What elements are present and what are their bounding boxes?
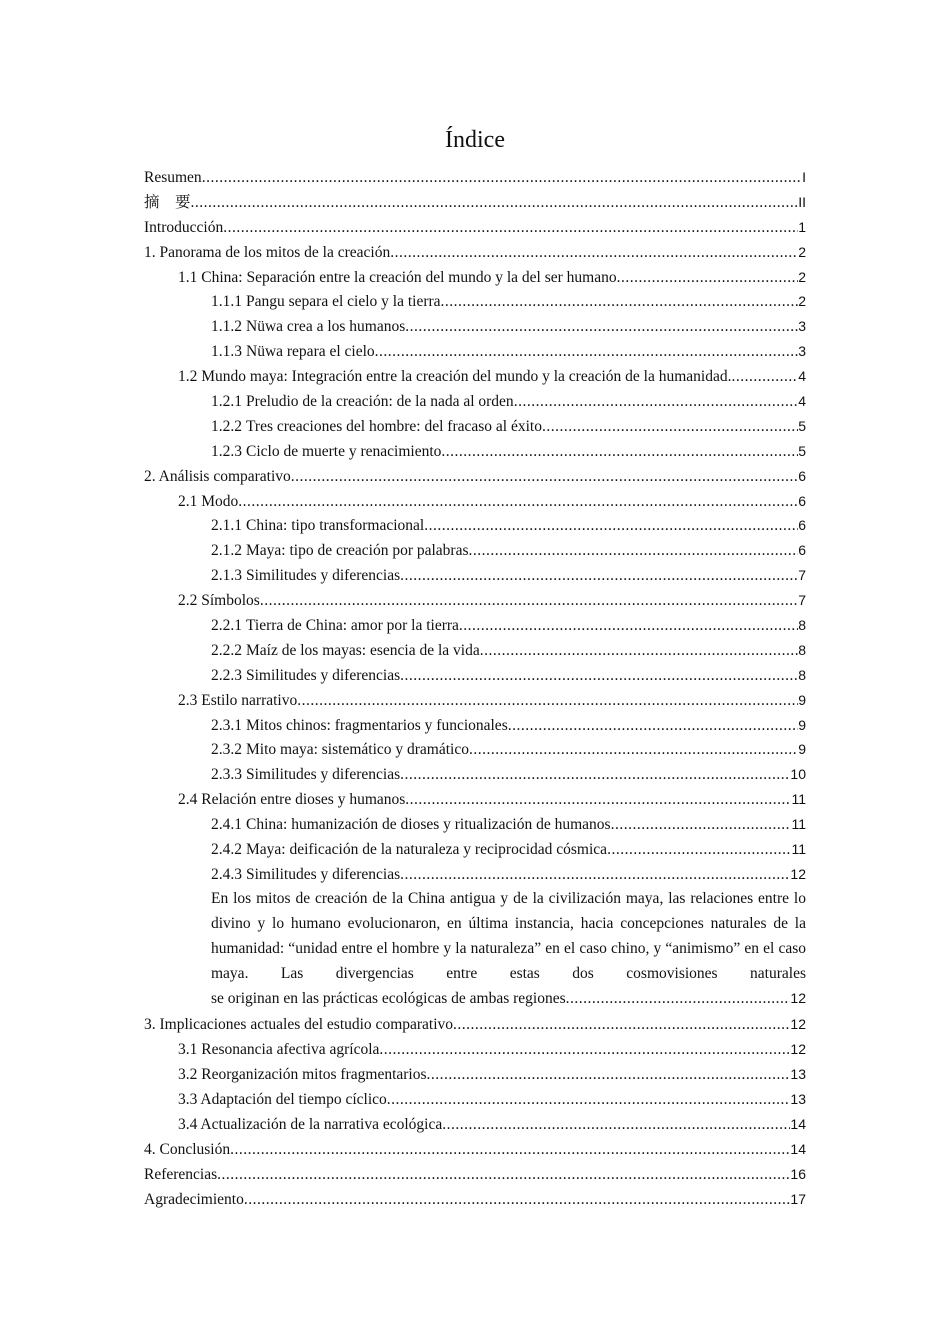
toc-paragraph-entry[interactable] [144, 887, 806, 1013]
toc-entry[interactable] [144, 1162, 806, 1187]
toc-entry-number: 1.1.3 [211, 343, 242, 361]
toc-entry[interactable] [144, 762, 806, 787]
toc-entry-number: 2.2.2 [211, 641, 242, 659]
toc-page-number: 13 [790, 1091, 806, 1108]
toc-page-number: 7 [798, 567, 806, 584]
dot-leader [469, 738, 798, 763]
toc-entry[interactable] [144, 364, 806, 389]
toc-entry[interactable] [144, 1112, 806, 1137]
dot-leader [731, 365, 798, 390]
toc-entry[interactable] [144, 638, 806, 663]
toc-entry-text: 2.1 Modo [178, 492, 239, 510]
toc-entry[interactable] [144, 613, 806, 638]
toc-entry[interactable] [144, 1012, 806, 1037]
toc-page-number: 8 [798, 641, 806, 658]
toc-entry[interactable] [144, 314, 806, 339]
dot-leader [217, 1163, 790, 1188]
toc-entry-text: 摘 要 [144, 193, 191, 211]
toc-entry-text: Nüwa repara el cielo [246, 343, 375, 361]
toc-entry-number: 2.3.2 [211, 741, 242, 759]
toc-page-number: 12 [790, 1016, 806, 1033]
table-of-contents [144, 165, 806, 1211]
toc-page-number: I [802, 169, 806, 185]
toc-entry-label [211, 714, 508, 739]
toc-page-number: 9 [798, 716, 806, 733]
toc-entry-label [178, 490, 238, 515]
toc-entry-label [178, 1088, 387, 1113]
dot-leader [453, 1013, 790, 1038]
toc-entry-number: 2.3.3 [211, 766, 242, 784]
dot-leader [191, 191, 799, 216]
toc-entry-text: 2.2 Símbolos [178, 592, 260, 610]
toc-entry-text: Similitudes y diferencias [246, 865, 401, 883]
toc-entry[interactable] [144, 439, 806, 464]
toc-entry-text: 3.4 Actualización de la narrativa ecológica [178, 1115, 443, 1133]
dot-leader [400, 763, 790, 788]
toc-entry-label [211, 838, 607, 863]
toc-entry-label [211, 763, 400, 788]
toc-page-number: 5 [798, 442, 806, 459]
toc-entry[interactable] [144, 265, 806, 290]
toc-entry-text: 1.2 Mundo maya: Integración entre la creación del mundo y la creación de la humanidad. [178, 368, 732, 386]
toc-entry-label [211, 564, 400, 589]
toc-entry-label [211, 415, 542, 440]
toc-entry-number: 2.4.1 [211, 816, 242, 834]
dot-leader [441, 290, 799, 315]
dot-leader [238, 490, 798, 515]
toc-page-number: 2 [798, 293, 806, 310]
toc-page-number: 5 [798, 417, 806, 434]
toc-entry[interactable] [144, 837, 806, 862]
toc-entry-label [144, 191, 191, 216]
toc-entry[interactable] [144, 713, 806, 738]
dot-leader [617, 266, 799, 291]
dot-leader [260, 589, 798, 614]
toc-entry-label [144, 465, 291, 490]
toc-entry-label [211, 813, 611, 838]
dot-leader [424, 514, 798, 539]
toc-entry-text: Referencias [144, 1165, 218, 1183]
toc-entry-number: 1.1.2 [211, 318, 242, 336]
toc-entry-label [144, 1163, 217, 1188]
toc-page-number: 3 [798, 318, 806, 335]
toc-page-number: 12 [790, 865, 806, 882]
toc-entry-label [144, 1188, 244, 1213]
dot-leader [508, 714, 798, 739]
toc-entry-label [211, 440, 441, 465]
toc-entry[interactable] [144, 190, 806, 215]
toc-entry-label [144, 241, 390, 266]
toc-entry-number: 1.2.3 [211, 442, 242, 460]
toc-page-number: 9 [798, 741, 806, 758]
toc-entry[interactable] [144, 513, 806, 538]
toc-page-number: 12 [790, 1041, 806, 1058]
toc-entry-text: Similitudes y diferencias [246, 766, 401, 784]
toc-page-number: 4 [798, 393, 806, 410]
toc-page-number: 14 [790, 1115, 806, 1132]
dot-leader [230, 1138, 790, 1163]
toc-entry-label [178, 1063, 427, 1088]
toc-entry-text: 4. Conclusión [144, 1140, 231, 1158]
toc-entry-number: 2.4.3 [211, 865, 242, 883]
toc-entry[interactable] [144, 389, 806, 414]
toc-entry[interactable] [144, 414, 806, 439]
toc-entry-text: Resumen [144, 169, 202, 186]
toc-page-number: 6 [798, 492, 806, 509]
toc-entry[interactable] [144, 1087, 806, 1112]
toc-page-number: 13 [790, 1066, 806, 1083]
dot-leader [611, 813, 792, 838]
toc-page-number: 1 [798, 218, 806, 235]
toc-entry[interactable] [144, 862, 806, 887]
toc-entry-label [211, 664, 400, 689]
toc-entry-label [144, 216, 223, 241]
toc-entry-text: Ciclo de muerte y renacimiento [246, 442, 442, 460]
toc-page-number: 11 [791, 791, 806, 808]
toc-page-number: 6 [798, 542, 806, 559]
toc-entry[interactable] [144, 688, 806, 713]
toc-entries [144, 165, 806, 887]
toc-entry-text: Maíz de los mayas: esencia de la vida [246, 641, 480, 659]
toc-entry-text: 1. Panorama de los mitos de la creación [144, 243, 391, 261]
dot-leader [390, 241, 798, 266]
dot-leader [607, 838, 791, 863]
toc-paragraph-text: En los mitos de creación de la China antigua y de la civilización maya, las relaciones entre lo divino y lo humano evolucionaron, en última instancia, hacia concepciones naturales de la humanidad: “unidad entre el hombre y la naturaleza” en el caso chino, y “animismo” en el caso maya. Las divergencias entre estas dos cosmovisiones naturales [211, 889, 806, 982]
dot-leader [400, 564, 798, 589]
toc-page-number: 2 [798, 243, 806, 260]
dot-leader [542, 415, 798, 440]
toc-entry-text: Mitos chinos: fragmentarios y funcionales [246, 716, 508, 734]
dot-leader [459, 614, 798, 639]
toc-entry-number: 2.4.2 [211, 841, 242, 859]
toc-entry-text: China: humanización de dioses y ritualización de humanos [246, 816, 611, 834]
dot-leader [566, 987, 791, 1012]
toc-page-number: 17 [790, 1190, 806, 1207]
toc-entry-number: 2.2.1 [211, 617, 242, 635]
toc-entry[interactable] [144, 339, 806, 364]
toc-entry-number: 2.1.2 [211, 542, 242, 560]
toc-entry-label [144, 1013, 453, 1038]
toc-entry-label [178, 266, 617, 291]
toc-entry-text: 3.3 Adaptación del tiempo cíclico [178, 1091, 387, 1109]
toc-entry-text: Similitudes y diferencias [246, 666, 401, 684]
toc-page-number: 9 [798, 691, 806, 708]
dot-leader [375, 340, 799, 365]
toc-entries-after [144, 1012, 806, 1211]
dot-leader [291, 465, 798, 490]
toc-entry-text: Tres creaciones del hombre: del fracaso al éxito [246, 417, 542, 435]
toc-entry-label [211, 290, 441, 315]
toc-page-number: 8 [798, 666, 806, 683]
toc-page-number: 6 [798, 467, 806, 484]
toc-entry-label [211, 315, 405, 340]
dot-leader [244, 1188, 791, 1213]
toc-entry-label [211, 390, 514, 415]
dot-leader [223, 216, 798, 241]
toc-page-number: 6 [798, 517, 806, 534]
toc-entry-text: Agradecimiento [144, 1190, 244, 1208]
toc-entry-label [211, 539, 469, 564]
toc-entry-number: 1.2.2 [211, 417, 242, 435]
toc-entry[interactable] [144, 289, 806, 314]
toc-entry-label [211, 614, 459, 639]
toc-entry-label [144, 1138, 230, 1163]
toc-entry[interactable] [144, 1037, 806, 1062]
page-title: Índice [445, 127, 505, 153]
toc-page-number: 8 [798, 617, 806, 634]
toc-entry[interactable] [144, 787, 806, 812]
toc-entry[interactable] [144, 215, 806, 240]
toc-entry-text: 3. Implicaciones actuales del estudio comparativo [144, 1016, 454, 1034]
toc-entry-text: Similitudes y diferencias [246, 567, 401, 585]
toc-entry-text: Pangu separa el cielo y la tierra [246, 293, 441, 311]
dot-leader [442, 1113, 790, 1138]
toc-entry-number: 1.2.1 [211, 393, 242, 411]
toc-entry[interactable] [144, 663, 806, 688]
dot-leader [379, 1038, 790, 1063]
toc-entry-label [178, 788, 405, 813]
toc-entry[interactable] [144, 1137, 806, 1162]
toc-page-number: 16 [790, 1165, 806, 1182]
toc-page-number: 10 [790, 766, 806, 783]
toc-entry-text: 2. Análisis comparativo [144, 467, 291, 485]
toc-page-number: 11 [791, 841, 806, 858]
dot-leader [514, 390, 799, 415]
toc-entry[interactable] [144, 737, 806, 762]
toc-entry[interactable] [144, 1062, 806, 1087]
toc-entry[interactable] [144, 563, 806, 588]
toc-page-number: 2 [798, 268, 806, 285]
dot-leader [202, 166, 802, 191]
toc-entry-text: Preludio de la creación: de la nada al orden [246, 393, 514, 411]
toc-entry-label [211, 863, 400, 888]
toc-entry-label [178, 689, 297, 714]
toc-entry-text: 3.1 Resonancia afectiva agrícola [178, 1041, 380, 1059]
toc-page-number: II [798, 193, 806, 210]
toc-entry[interactable] [144, 489, 806, 514]
toc-entry-number: 2.1.3 [211, 567, 242, 585]
toc-entry-text: 2.4 Relación entre dioses y humanos [178, 791, 406, 809]
dot-leader [427, 1063, 791, 1088]
toc-entry-label [211, 514, 424, 539]
toc-entry-text: 2.3 Estilo narrativo [178, 691, 298, 709]
toc-page-number: 14 [790, 1140, 806, 1157]
dot-leader [387, 1088, 791, 1113]
toc-page-number: 7 [798, 592, 806, 609]
dot-leader [400, 863, 790, 888]
toc-entry-label [178, 365, 731, 390]
toc-paragraph-lastline-text: se originan en las prácticas ecológicas de ambas regiones [211, 990, 566, 1008]
toc-entry-text: Mito maya: sistemático y dramático [246, 741, 469, 759]
toc-entry-label [178, 1113, 442, 1138]
dot-leader [405, 315, 798, 340]
toc-page-number: 3 [798, 343, 806, 360]
toc-entry-number: 1.1.1 [211, 293, 242, 311]
toc-entry-label [211, 738, 469, 763]
toc-entry-label [211, 340, 375, 365]
toc-entry-text: Nüwa crea a los humanos [246, 318, 406, 336]
toc-page-number: 11 [791, 816, 806, 833]
toc-entry-text: 3.2 Reorganización mitos fragmentarios [178, 1066, 427, 1084]
toc-entry[interactable] [144, 464, 806, 489]
dot-leader [469, 539, 799, 564]
toc-entry[interactable] [144, 240, 806, 265]
toc-entry-text: 1.1 China: Separación entre la creación del mundo y la del ser humano [178, 268, 617, 286]
toc-page-number: 4 [798, 368, 806, 385]
toc-entry-number: 2.2.3 [211, 666, 242, 684]
toc-entry[interactable] [144, 1187, 806, 1212]
dot-leader [405, 788, 791, 813]
toc-entry-text: China: tipo transformacional [246, 517, 425, 535]
toc-page-number: 12 [790, 990, 806, 1007]
toc-entry-number: 2.1.1 [211, 517, 242, 535]
toc-entry[interactable] [144, 538, 806, 563]
toc-entry-label [178, 589, 260, 614]
dot-leader [400, 664, 798, 689]
toc-entry[interactable] [144, 812, 806, 837]
toc-entry[interactable] [144, 165, 806, 190]
toc-entry[interactable] [144, 588, 806, 613]
dot-leader [441, 440, 798, 465]
toc-entry-label [211, 639, 480, 664]
toc-entry-label [144, 166, 202, 191]
toc-entry-text: Introducción [144, 218, 224, 236]
toc-entry-text: Maya: deificación de la naturaleza y reciprocidad cósmica [246, 841, 608, 859]
toc-paragraph-lastline [211, 986, 806, 1012]
dot-leader [480, 639, 798, 664]
toc-entry-number: 2.3.1 [211, 716, 242, 734]
toc-entry-text: Maya: tipo de creación por palabras [246, 542, 469, 560]
toc-entry-text: Tierra de China: amor por la tierra [246, 617, 459, 635]
toc-entry-label [178, 1038, 379, 1063]
dot-leader [297, 689, 798, 714]
